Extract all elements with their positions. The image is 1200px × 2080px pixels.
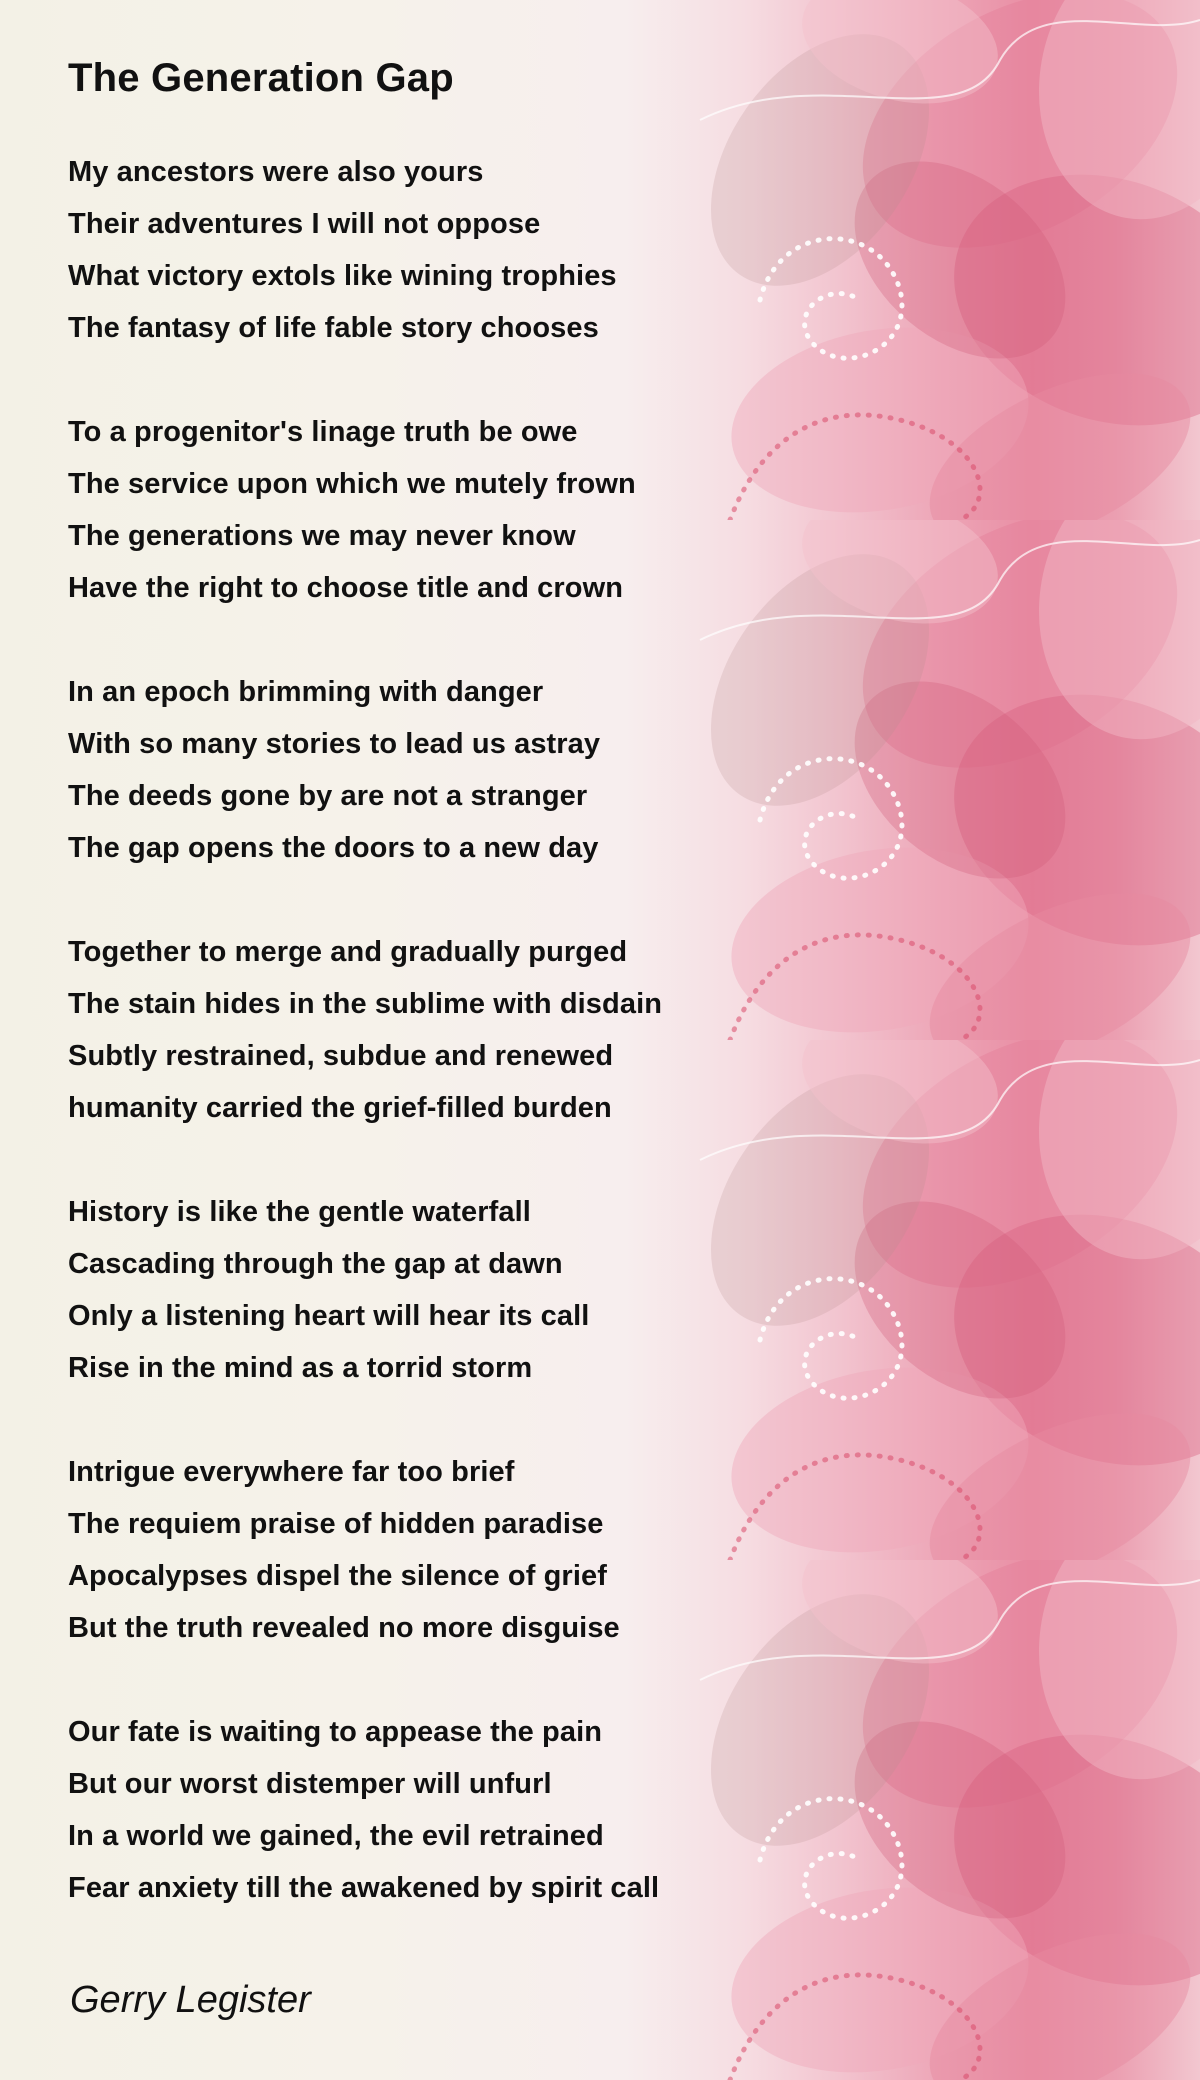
poem-body	[68, 146, 828, 1914]
poem-line: The stain hides in the sublime with disdain	[68, 988, 663, 1020]
poem-line: Have the right to choose title and crown	[68, 572, 624, 604]
poem-line: The service upon which we mutely frown	[68, 468, 636, 500]
poem-stanza	[68, 1186, 828, 1394]
poem-stanza	[68, 926, 828, 1134]
poem-stanza	[68, 406, 828, 614]
poem-line: Subtly restrained, subdue and renewed	[68, 1040, 614, 1072]
poem-line: In an epoch brimming with danger	[68, 676, 544, 708]
poem-line: History is like the gentle waterfall	[68, 1196, 531, 1228]
poem-line: With so many stories to lead us astray	[68, 728, 601, 760]
poem-line: Apocalypses dispel the silence of grief	[68, 1560, 607, 1592]
poem-line: Together to merge and gradually purged	[68, 936, 628, 968]
poem-line: Cascading through the gap at dawn	[68, 1248, 563, 1280]
poem	[68, 48, 828, 1966]
poem-stanza	[68, 666, 828, 874]
poem-line: Our fate is waiting to appease the pain	[68, 1716, 603, 1748]
poem-line: What victory extols like wining trophies	[68, 260, 617, 292]
poem-line: Intrigue everywhere far too brief	[68, 1456, 515, 1488]
poem-line: But our worst distemper will unfurl	[68, 1768, 552, 1800]
poem-line: The requiem praise of hidden paradise	[68, 1508, 604, 1540]
poem-line: My ancestors were also yours	[68, 156, 484, 188]
poem-line: The deeds gone by are not a stranger	[68, 780, 588, 812]
poem-title: The Generation Gap	[68, 56, 454, 100]
poem-line: Fear anxiety till the awakened by spirit call	[68, 1872, 660, 1904]
poem-author: Gerry Legister	[70, 1979, 311, 2021]
poem-line: In a world we gained, the evil retrained	[68, 1820, 604, 1852]
poem-stanza	[68, 146, 828, 354]
poem-line: The fantasy of life fable story chooses	[68, 312, 599, 344]
poem-line: To a progenitor's linage truth be owe	[68, 416, 578, 448]
poem-stanza	[68, 1446, 828, 1654]
poem-line: Only a listening heart will hear its call	[68, 1300, 590, 1332]
poem-line: humanity carried the grief-filled burden	[68, 1092, 612, 1124]
poem-stanza	[68, 1706, 828, 1914]
poem-line: The gap opens the doors to a new day	[68, 832, 599, 864]
poem-line: But the truth revealed no more disguise	[68, 1612, 620, 1644]
poem-line: Rise in the mind as a torrid storm	[68, 1352, 533, 1384]
poem-line: The generations we may never know	[68, 520, 576, 552]
poem-line: Their adventures I will not oppose	[68, 208, 541, 240]
